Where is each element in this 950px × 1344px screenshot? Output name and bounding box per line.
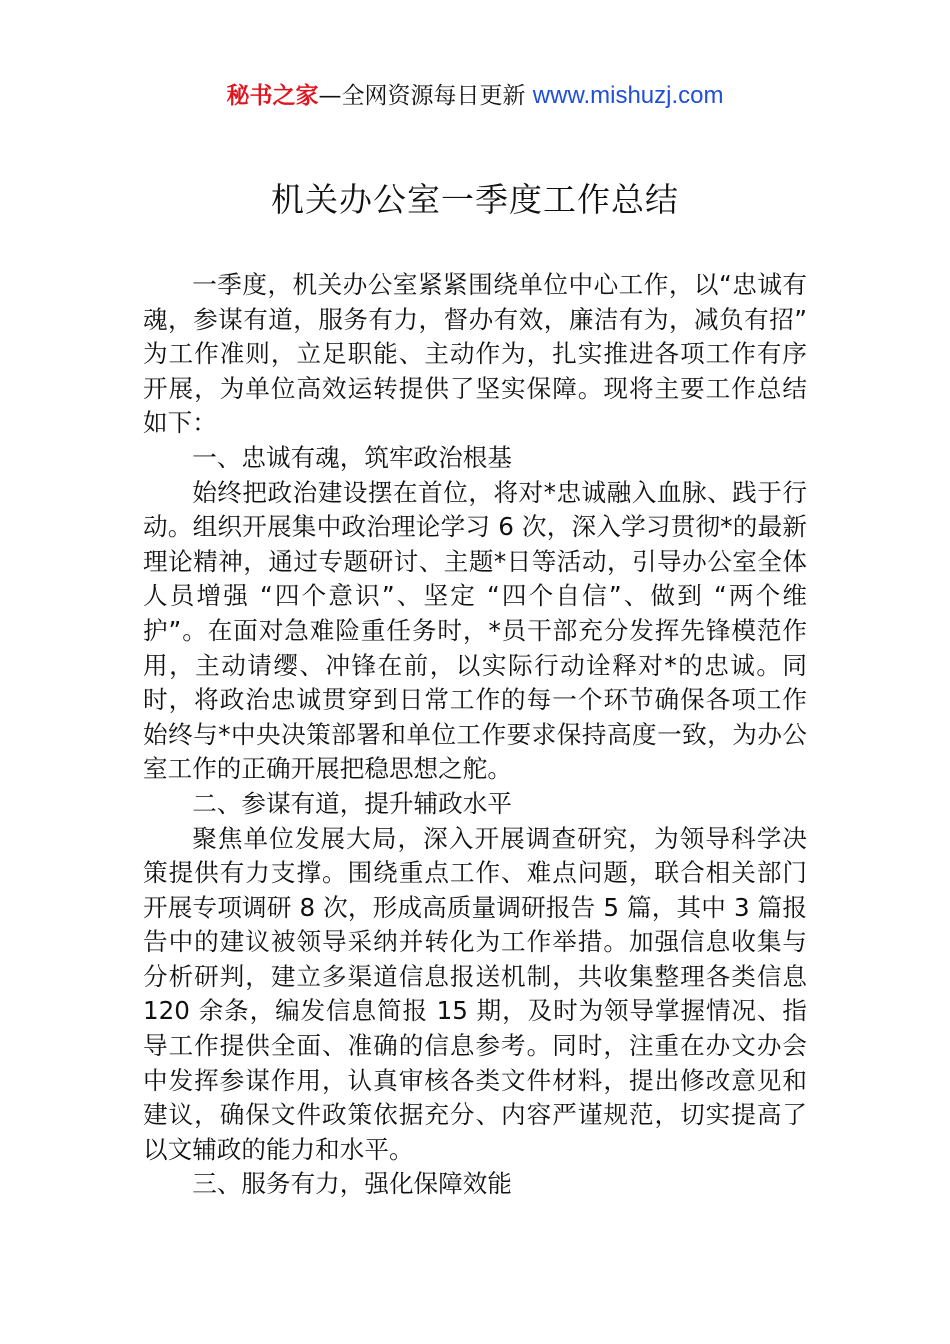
site-tagline: —全网资源每日更新 xyxy=(318,83,526,109)
intro-paragraph: 一季度，机关办公室紧紧围绕单位中心工作，以“忠诚有魂，参谋有道，服务有力，督办有效，廉洁有为，减负有招” 为工作准则，立足职能、主动作为，扎实推进各项工作有序开展，为单位高效运转提供了坚实保障。现将主要工作总结如下： xyxy=(143,270,807,438)
section-paragraph-1: 始终把政治建设摆在首位，将对*忠诚融入血脉、践于行动。组织开展集中政治理论学习 6 次，深入学习贯彻*的最新理论精神，通过专题研讨、主题*日等活动，引导办公室全体人员增强 “四个意识”、坚定 “四个自信”、做到 “两个维护”。在面对急难险重任务时，*员干部充分发挥先锋模范作用，主动请缨、冲锋在前，以实际行动诠释对*的忠诚。同时，将政治忠诚贯穿到日常工作的每一个环节确保各项工作始终与*中央决策部署和单位工作要求保持高度一致，为办公室工作的正确开展把稳思想之舵。 xyxy=(143,477,807,784)
section-heading-2: 二、参谋有道，提升辅政水平 xyxy=(192,788,512,818)
site-brand: 秘书之家 xyxy=(226,83,319,109)
section-heading-1: 一、忠诚有魂，筑牢政治根基 xyxy=(192,442,512,472)
section-paragraph-2: 聚焦单位发展大局，深入开展调查研究，为领导科学决策提供有力支撑。围绕重点工作、难点问题，联合相关部门开展专项调研 8 次，形成高质量调研报告 5 篇，其中 3 篇报告中的建议被领导采纳并转化为工作举措。加强信息收集与分析研判，建立多渠道信息报送机制，共收集整理各类信息 120 余条，编发信息简报 15 期，及时为领导掌握情况、指导工作提供全面、准确的信息参考。同时，注重在办文办会中发挥参谋作用，认真审核各类文件材料，提出修改意见和建议，确保文件政策依据充分、内容严谨规范，切实提高了以文辅政的能力和水平。 xyxy=(143,823,807,1164)
site-url-link[interactable]: www.mishuzj.com xyxy=(532,82,724,109)
site-header xyxy=(0,80,950,112)
section-heading-3: 三、服务有力，强化保障效能 xyxy=(192,1169,512,1199)
document-title: 机关办公室一季度工作总结 xyxy=(271,180,679,219)
document-body xyxy=(143,268,807,1202)
